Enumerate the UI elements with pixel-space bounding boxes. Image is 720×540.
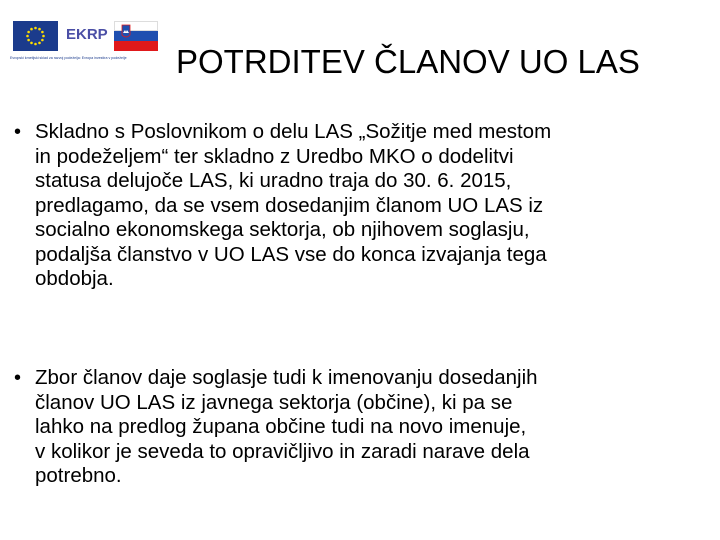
text-line: in podeželjem“ ter skladno z Uredbo MKO o dodelitvi <box>35 144 514 168</box>
logo-caption: Evropski kmetijski sklad za razvoj podeželja: Evropa investira v podeželje <box>10 56 127 60</box>
text-line: obdobja. <box>35 267 114 290</box>
text-line: lahko na predlog župana občine tudi na novo imenuje, <box>35 415 527 438</box>
text-line: Zbor članov daje soglasje tudi k imenovanju dosedanjih <box>35 366 538 389</box>
text-line: Skladno s Poslovnikom o delu LAS „Sožitje med mestom <box>35 120 552 143</box>
text-line: podaljša članstvo v UO LAS vse do konca izvajanja tega <box>35 242 547 266</box>
text-line: v kolikor je seveda to opravičljivo in zaradi narave dela <box>35 439 530 463</box>
logo-strip <box>8 18 160 64</box>
text-line: članov UO LAS iz javnega sektorja (občine), ki pa se <box>35 390 513 414</box>
text-line: socialno ekonomskega sektorja, ob njihovem soglasju, <box>35 218 530 241</box>
text-line: statusa delujoče LAS, ki uradno traja do 30. 6. 2015, <box>35 169 512 192</box>
text-line: potrebno. <box>35 464 122 487</box>
slovenia-flag-icon <box>114 21 158 51</box>
text-line: predlagamo, da se vsem dosedanjim članom UO LAS iz <box>35 193 544 217</box>
eu-flag-icon <box>13 21 58 51</box>
page-title: POTRDITEV ČLANOV UO LAS <box>176 43 640 80</box>
ekrp-logo-text: EKRP <box>66 26 108 43</box>
bullet-symbol: • <box>14 121 22 143</box>
bullet-symbol: • <box>14 367 22 389</box>
